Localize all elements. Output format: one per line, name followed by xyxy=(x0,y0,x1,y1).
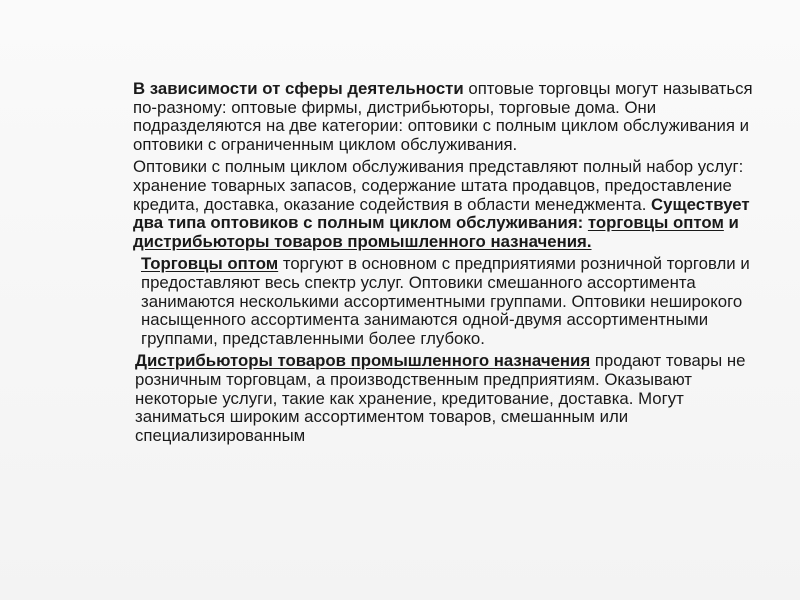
paragraph-text: торгуют в основном с предприятиями розничной торговли и предоставляют весь спектр услуг. Оптовики смешанного ассортимента занимаются несколькими ассортиментными группами. Оптовики неширокого насыщенного ассортимента занимаются одной-двумя ассортиментными группами, представленными более глубоко. xyxy=(141,254,750,348)
paragraph-industrial-distributors xyxy=(77,352,757,445)
heading-phrase: В зависимости от сферы деятельности xyxy=(133,79,464,98)
paragraph-categories xyxy=(77,80,757,154)
term-wholesale-merchants-heading: Торговцы оптом xyxy=(141,254,279,274)
paragraph-text: продают товары не розничным торговцам, а производственным предприятиям. Оказывают некоторые услуги, такие как хранение, кредитование, доставка. Могут заниматься широким ассортиментом товаров, смешанным или специализированным xyxy=(135,351,746,445)
paragraph-text: Оптовики с полным циклом обслуживания представляют полный набор услуг: хранение товарных запасов, содержание штата продавцов, предоставление кредита, доставка, оказание содействия в области менеджмента. xyxy=(133,157,744,214)
term-industrial-distributors: дистрибьюторы товаров промышленного назначения. xyxy=(133,231,592,251)
body-text xyxy=(77,80,757,445)
types-statement: Существует два типа оптовиков с полным циклом обслуживания: торговцы оптом и дистрибьюторы товаров промышленного назначения. xyxy=(133,194,750,251)
paragraph-text: оптовые торговцы могут называться по-разному: оптовые фирмы, дистрибьюторы, торговые дома. Они подразделяются на две категории: оптовики с полным циклом обслуживания и оптовики с ограниченным циклом обслуживания. xyxy=(133,79,753,154)
term-wholesale-merchants: торговцы оптом xyxy=(587,213,724,233)
term-industrial-distributors-heading: Дистрибьюторы товаров промышленного назначения xyxy=(135,351,591,371)
paragraph-wholesale-merchants xyxy=(77,255,757,348)
paragraph-full-cycle xyxy=(77,158,757,251)
